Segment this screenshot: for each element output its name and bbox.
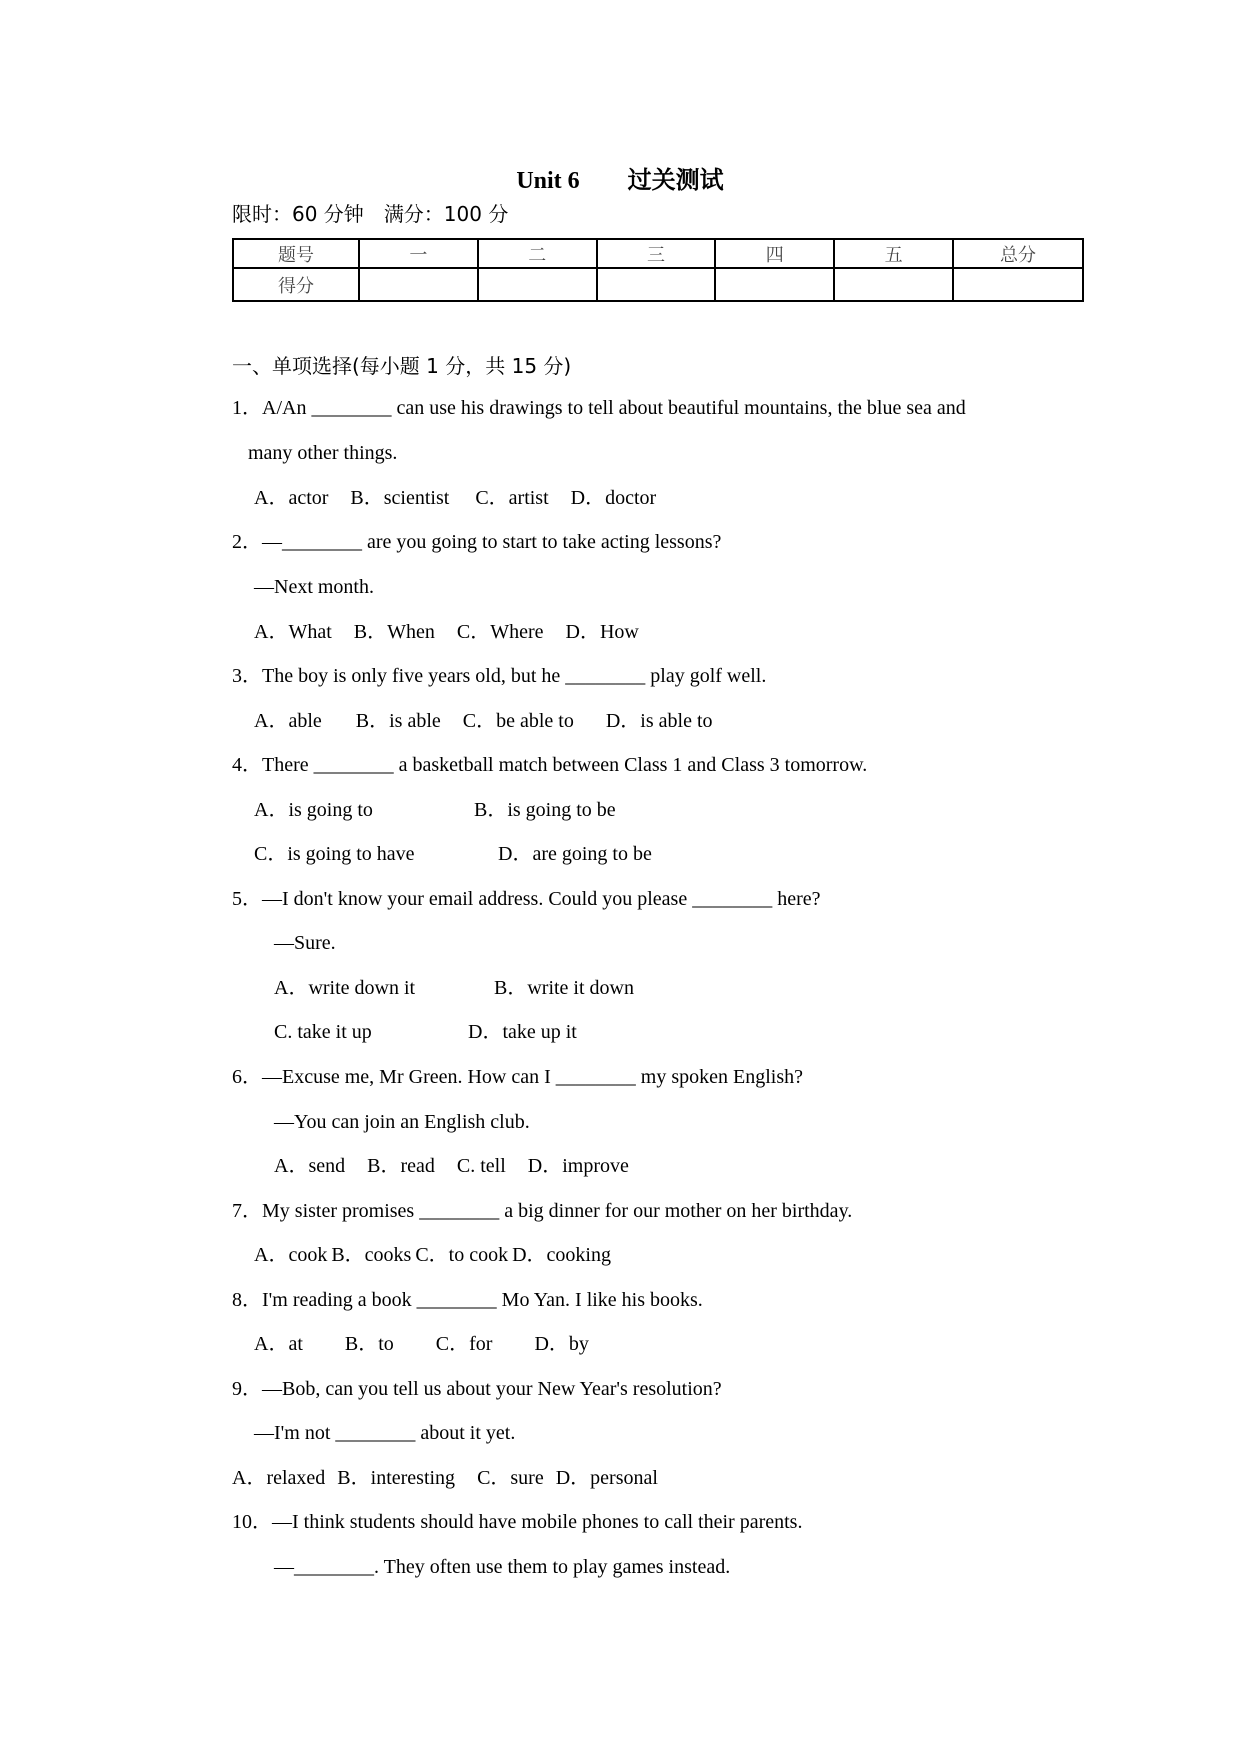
- question-1-continued: many other things.: [248, 442, 398, 464]
- question-6-options: [274, 1154, 629, 1178]
- option: D．How: [565, 621, 639, 643]
- score-cell: [715, 268, 834, 301]
- score-table-header-cell: 题号: [233, 239, 359, 268]
- question-5-option-b: B．write it down: [494, 977, 634, 999]
- question-4-option-c: C．is going to have: [254, 843, 415, 865]
- question-4-option-b: B．is going to be: [474, 799, 616, 821]
- question-5-option-c: C. take it up: [274, 1021, 372, 1043]
- question-7: 7．My sister promises ________ a big dinner for our mother on her birthday.: [232, 1200, 853, 1222]
- question-9: 9．—Bob, can you tell us about your New Year's resolution?: [232, 1378, 722, 1400]
- question-10: 10．—I think students should have mobile phones to call their parents.: [232, 1511, 803, 1533]
- question-5: 5．—I don't know your email address. Could you please ________ here?: [232, 888, 821, 910]
- page-title: [0, 160, 1240, 195]
- question-2: 2．—________ are you going to start to take acting lessons?: [232, 531, 722, 553]
- score-table-header-row: [233, 239, 1083, 268]
- option: C．for: [435, 1333, 493, 1355]
- option: A．What: [254, 621, 332, 643]
- question-1-options: [254, 486, 656, 510]
- score-table-header-cell: 一: [359, 239, 478, 268]
- option: D．improve: [527, 1155, 629, 1177]
- score-table-header-cell: 总分: [953, 239, 1083, 268]
- score-cell: [953, 268, 1083, 301]
- question-2-reply: —Next month.: [254, 576, 374, 598]
- title-unit: Unit 6: [516, 168, 580, 194]
- question-3: 3．The boy is only five years old, but he ________ play golf well.: [232, 665, 767, 687]
- option: C. tell: [456, 1155, 506, 1177]
- time-limit: 限时：60 分钟: [232, 202, 364, 226]
- option: C．to cook: [415, 1244, 509, 1266]
- option: B．cooks: [331, 1244, 412, 1266]
- question-2-options: [254, 620, 639, 644]
- question-6-reply: —You can join an English club.: [274, 1111, 530, 1133]
- question-7-options: [254, 1243, 611, 1267]
- question-8: 8．I'm reading a book ________ Mo Yan. I like his books.: [232, 1289, 703, 1311]
- option: C．artist: [475, 487, 549, 509]
- option: A．cook: [254, 1244, 328, 1266]
- option: A．at: [254, 1333, 303, 1355]
- title-name: 过关测试: [627, 166, 724, 194]
- option: A．able: [254, 710, 322, 732]
- score-table-score-row: [233, 268, 1083, 301]
- question-6: 6．—Excuse me, Mr Green. How can I ________ my spoken English?: [232, 1066, 803, 1088]
- option: C．be able to: [462, 710, 574, 732]
- question-9-options: [232, 1466, 658, 1490]
- option: B．to: [344, 1333, 394, 1355]
- option: C．Where: [456, 621, 544, 643]
- question-10-reply: —________. They often use them to play games instead.: [274, 1556, 731, 1578]
- question-4-option-d: D．are going to be: [498, 843, 652, 865]
- score-table-header-cell: 四: [715, 239, 834, 268]
- option: D．is able to: [605, 710, 713, 732]
- question-5-option-a: A．write down it: [274, 977, 416, 999]
- section-heading: 一、单项选择(每小题 1 分，共 15 分): [232, 354, 572, 378]
- question-1: 1．A/An ________ can use his drawings to tell about beautiful mountains, the blue sea and: [232, 397, 966, 419]
- option: D．cooking: [512, 1244, 611, 1266]
- question-4: 4．There ________ a basketball match between Class 1 and Class 3 tomorrow.: [232, 754, 868, 776]
- question-5-reply: —Sure.: [274, 932, 336, 954]
- option: B．interesting: [337, 1467, 456, 1489]
- option: D．by: [534, 1333, 589, 1355]
- score-cell: [359, 268, 478, 301]
- question-5-option-d: D．take up it: [468, 1021, 577, 1043]
- score-table-header-cell: 二: [478, 239, 597, 268]
- option: A．relaxed: [232, 1467, 326, 1489]
- option: A．send: [274, 1155, 346, 1177]
- option: B．scientist: [350, 487, 450, 509]
- option: B．read: [367, 1155, 435, 1177]
- question-8-options: [254, 1332, 589, 1356]
- score-cell: [597, 268, 716, 301]
- option: B．When: [353, 621, 435, 643]
- question-4-option-a: A．is going to: [254, 799, 373, 821]
- question-3-options: [254, 709, 713, 733]
- full-score: 满分：100 分: [383, 202, 509, 226]
- score-table-header-cell: 五: [834, 239, 953, 268]
- score-cell: [478, 268, 597, 301]
- option: D．doctor: [570, 487, 657, 509]
- option: D．personal: [555, 1467, 658, 1489]
- option: A．actor: [254, 487, 329, 509]
- score-table: [232, 238, 1084, 302]
- question-9-reply: —I'm not ________ about it yet.: [254, 1422, 516, 1444]
- exam-limits: [232, 198, 508, 227]
- score-row-label: 得分: [233, 268, 359, 301]
- score-table-header-cell: 三: [597, 239, 716, 268]
- score-cell: [834, 268, 953, 301]
- option: B．is able: [355, 710, 441, 732]
- option: C．sure: [477, 1467, 544, 1489]
